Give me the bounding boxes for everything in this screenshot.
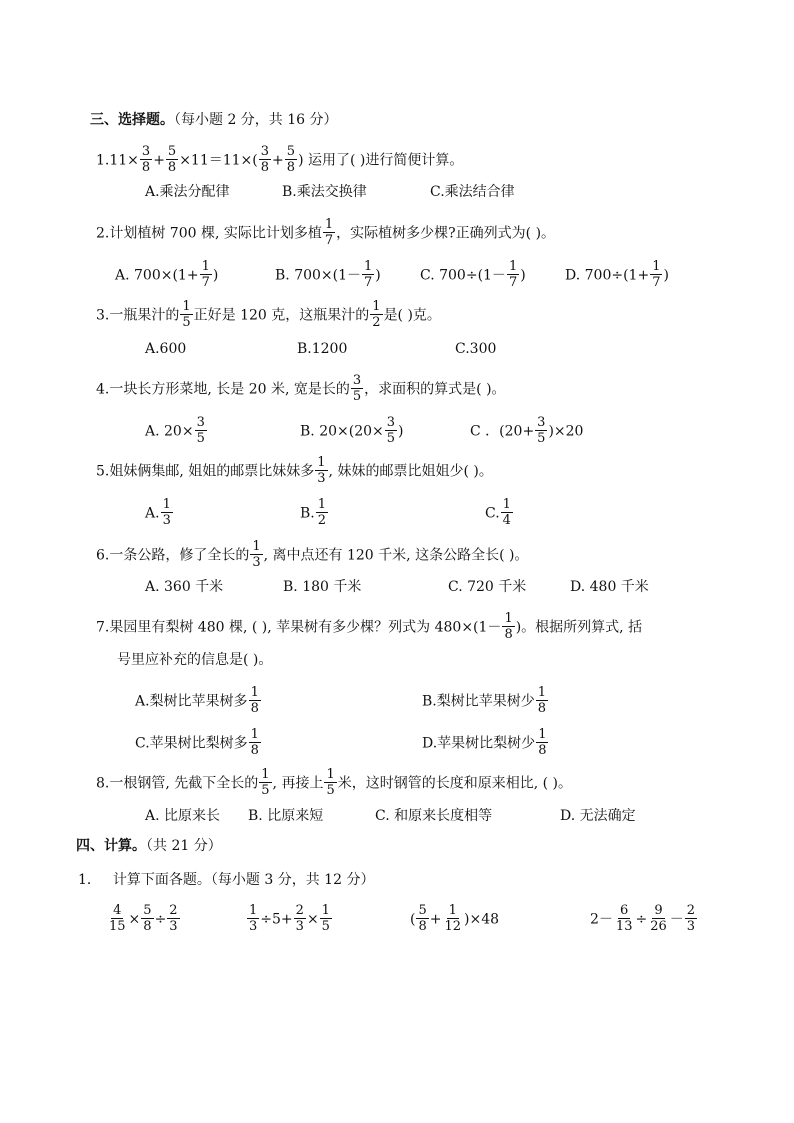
section3-title: 三、选择题。 <box>90 112 174 128</box>
denominator: 7 <box>508 275 518 290</box>
section4-title: 四、计算。 <box>76 838 146 854</box>
q5-option-c[interactable] <box>485 498 514 529</box>
fraction <box>385 415 397 446</box>
option-text: B. 700×(1－ <box>275 267 362 284</box>
operator: ( <box>410 911 416 928</box>
fraction <box>259 144 271 175</box>
numerator: 3 <box>196 415 205 430</box>
denominator: 7 <box>652 275 661 290</box>
q8-option-a[interactable]: A. 比原来长 <box>145 808 221 824</box>
fraction <box>247 903 259 934</box>
option-text: C. 700÷(1－ <box>420 267 506 284</box>
q1-number: 1． <box>78 872 101 888</box>
q2-option-b[interactable] <box>275 260 381 291</box>
option-text: ) <box>375 267 381 284</box>
fraction <box>614 903 635 934</box>
denominator: 4 <box>502 513 511 528</box>
q7-text: 7.果园里有梨树 480 棵, ( ), 苹果树有多少棵？列式为 480×(1－ <box>96 619 502 636</box>
option-text: )×20 <box>548 423 584 440</box>
fraction <box>370 299 382 330</box>
denominator: 7 <box>364 275 373 290</box>
section4-heading <box>76 836 222 856</box>
q4-option-c[interactable] <box>470 416 583 447</box>
q1-option-a[interactable]: A.乘法分配律 <box>145 184 230 200</box>
numerator: 4 <box>113 903 122 918</box>
q1-expr-part: + <box>153 152 165 169</box>
q1-number: 1. <box>96 152 110 169</box>
option-text: A. <box>145 505 160 522</box>
option-text: C.苹果树比梨树多 <box>135 735 248 752</box>
q7-line2: 号里应补充的信息是( )。 <box>117 652 273 668</box>
denominator: 8 <box>167 160 177 175</box>
denominator: 7 <box>201 275 210 290</box>
denominator: 8 <box>538 743 547 758</box>
calc-expression-4 <box>590 904 698 935</box>
section4-note: （共 21 分） <box>146 838 222 854</box>
q2-option-a[interactable] <box>115 260 218 291</box>
option-text: ) <box>663 267 669 284</box>
denominator: 26 <box>650 919 667 934</box>
fraction <box>536 727 548 758</box>
q4-option-b[interactable] <box>300 416 404 447</box>
operator: × <box>306 911 319 928</box>
fraction <box>166 144 178 175</box>
q6-option-d[interactable]: D. 480 千米 <box>570 579 649 595</box>
fraction <box>323 217 335 248</box>
denominator: 8 <box>418 919 427 934</box>
q6-tail: , 离中点还有 120 千米, 这条公路全长( )。 <box>263 547 529 564</box>
q4-text: 4.一块长方形菜地, 长是 20 米, 宽是长的 <box>96 381 350 398</box>
fraction <box>362 259 374 290</box>
fraction <box>685 903 697 934</box>
denominator: 8 <box>141 160 151 175</box>
operator: 2－ <box>590 911 613 928</box>
section3-heading <box>90 110 338 130</box>
q4-tail: ，求面积的算式是( )。 <box>364 381 506 398</box>
section3-note: （每小题 2 分，共 16 分） <box>174 112 338 128</box>
denominator: 8 <box>143 919 152 934</box>
denominator: 2 <box>372 315 381 330</box>
fraction <box>141 903 153 934</box>
numerator: 1 <box>502 497 511 512</box>
denominator: 8 <box>250 701 259 716</box>
numerator: 5 <box>167 144 177 159</box>
fraction <box>507 259 519 290</box>
q1-instruction: 计算下面各题。（每小题 3 分，共 12 分） <box>112 872 375 888</box>
numerator: 3 <box>386 415 396 430</box>
fraction <box>107 903 128 934</box>
q3-option-a[interactable]: A.600 <box>145 341 187 357</box>
q7-option-b[interactable] <box>422 686 549 717</box>
question-1 <box>96 145 463 176</box>
numerator: 5 <box>143 903 152 918</box>
numerator: 1 <box>162 497 171 512</box>
option-text: D.苹果树比梨树少 <box>422 735 536 752</box>
numerator: 5 <box>418 903 427 918</box>
operator: × <box>128 911 141 928</box>
q3-text: 正好是 120 克，这瓶果汁的 <box>193 307 370 324</box>
question-2 <box>96 218 555 249</box>
operator: ÷5+ <box>260 911 293 928</box>
numerator: 1 <box>249 903 258 918</box>
denominator: 5 <box>352 389 362 404</box>
denominator: 7 <box>324 233 334 248</box>
numerator: 1 <box>372 299 381 314</box>
denominator: 13 <box>615 919 633 934</box>
denominator: 3 <box>162 513 171 528</box>
q3-text: 3.一瓶果汁的 <box>96 307 180 324</box>
numerator: 1 <box>448 903 457 918</box>
operator: ÷ <box>635 911 648 928</box>
option-text: C. <box>485 505 500 522</box>
option-text: C ．(20+ <box>470 423 535 440</box>
q5-option-b[interactable] <box>300 498 329 529</box>
fraction <box>324 767 336 798</box>
denominator: 3 <box>686 919 696 934</box>
numerator: 1 <box>321 903 330 918</box>
q5-text: 5.姐妹俩集邮, 姐姐的邮票比妹妹多 <box>96 463 315 480</box>
q1-option-b[interactable]: B.乘法交换律 <box>282 184 367 200</box>
numerator: 1 <box>250 727 259 742</box>
q3-tail: 是( )克。 <box>383 307 441 324</box>
q6-option-b[interactable]: B. 180 千米 <box>283 579 362 595</box>
numerator: 1 <box>250 685 259 700</box>
section4-q1 <box>78 870 374 890</box>
numerator: 1 <box>317 497 327 512</box>
numerator: 2 <box>686 903 696 918</box>
option-text: B.梨树比苹果树少 <box>422 693 535 710</box>
fraction <box>259 767 271 798</box>
q7-option-d[interactable] <box>422 728 549 759</box>
option-text: B. <box>300 505 315 522</box>
denominator: 8 <box>250 743 259 758</box>
numerator: 1 <box>261 767 270 782</box>
option-text: A.梨树比苹果树多 <box>135 693 248 710</box>
denominator: 3 <box>249 919 258 934</box>
numerator: 3 <box>260 144 270 159</box>
denominator: 8 <box>537 701 547 716</box>
numerator: 1 <box>324 217 334 232</box>
fraction <box>200 259 212 290</box>
q6-option-c[interactable]: C. 720 千米 <box>448 579 527 595</box>
calc-expression-2 <box>246 904 333 935</box>
denominator: 8 <box>286 160 296 175</box>
q8-tail: 米，这时钢管的长度和原来相比, ( )。 <box>337 775 573 792</box>
fraction <box>316 497 328 528</box>
q7-option-c[interactable] <box>135 728 262 759</box>
numerator: 5 <box>286 144 296 159</box>
denominator: 5 <box>182 315 191 330</box>
denominator: 3 <box>169 919 178 934</box>
option-text: ) <box>520 267 526 284</box>
q6-text: 6.一条公路，修了全长的 <box>96 547 250 564</box>
fraction <box>351 373 363 404</box>
numerator: 1 <box>537 685 547 700</box>
q5-option-a[interactable] <box>145 498 174 529</box>
q1-option-c[interactable]: C.乘法结合律 <box>430 184 515 200</box>
fraction <box>416 903 428 934</box>
option-text: ) <box>212 267 219 284</box>
numerator: 1 <box>201 259 210 274</box>
q8-option-d[interactable]: D. 无法确定 <box>560 808 636 824</box>
denominator: 12 <box>444 919 462 934</box>
q2-option-d[interactable] <box>565 260 669 291</box>
fraction <box>502 611 514 642</box>
fraction <box>650 259 662 290</box>
q2-text: 2.计划植树 700 棵, 实际比计划多植 <box>96 225 322 242</box>
option-text: D. 700÷(1+ <box>565 267 650 284</box>
denominator: 8 <box>504 627 513 642</box>
operator: )×48 <box>464 911 500 928</box>
denominator: 5 <box>386 431 396 446</box>
denominator: 8 <box>260 160 270 175</box>
operator: + <box>429 911 442 928</box>
calc-expression-3 <box>410 904 499 935</box>
numerator: 1 <box>182 299 191 314</box>
numerator: 1 <box>508 259 518 274</box>
denominator: 3 <box>317 471 326 486</box>
option-text: A. 700×(1+ <box>115 267 199 284</box>
q4-option-a[interactable] <box>145 416 208 447</box>
numerator: 1 <box>538 727 547 742</box>
q1-expr-part: + <box>272 152 284 169</box>
fraction <box>161 497 173 528</box>
option-text: B. 20×(20× <box>300 423 384 440</box>
numerator: 2 <box>169 903 178 918</box>
q8-text: , 再接上 <box>272 775 324 792</box>
option-text: A. 20× <box>145 423 194 440</box>
question-8 <box>96 768 572 799</box>
fraction <box>536 685 548 716</box>
q1-tail: ) 运用了( )进行简便计算。 <box>298 152 464 169</box>
question-7 <box>96 612 642 643</box>
numerator: 1 <box>504 611 513 626</box>
q6-option-a[interactable]: A. 360 千米 <box>145 579 224 595</box>
fraction <box>501 497 513 528</box>
fraction <box>249 727 261 758</box>
denominator: 15 <box>109 919 126 934</box>
fraction <box>320 903 332 934</box>
numerator: 1 <box>252 539 261 554</box>
calc-expression-1 <box>106 904 181 935</box>
fraction <box>250 539 262 570</box>
denominator: 2 <box>317 513 327 528</box>
operator: ÷ <box>154 911 167 928</box>
q5-tail: , 妹妹的邮票比姐姐少( )。 <box>328 463 493 480</box>
numerator: 3 <box>537 415 546 430</box>
q3-option-c[interactable]: C.300 <box>455 341 497 357</box>
fraction <box>285 144 297 175</box>
numerator: 2 <box>295 903 304 918</box>
fraction <box>180 299 192 330</box>
denominator: 3 <box>252 555 261 570</box>
question-6 <box>96 540 528 571</box>
q7-option-a[interactable] <box>135 686 262 717</box>
denominator: 5 <box>326 783 335 798</box>
q1-expr-part: ×11＝11×( <box>179 152 258 169</box>
numerator: 1 <box>652 259 661 274</box>
denominator: 5 <box>261 783 270 798</box>
option-text: ) <box>398 423 404 440</box>
fraction <box>140 144 152 175</box>
denominator: 3 <box>295 919 304 934</box>
denominator: 5 <box>196 431 205 446</box>
q1-expr-part: 11× <box>109 152 139 169</box>
question-4 <box>96 374 506 405</box>
fraction <box>315 455 327 486</box>
fraction <box>167 903 179 934</box>
denominator: 5 <box>537 431 546 446</box>
fraction <box>195 415 207 446</box>
numerator: 9 <box>654 903 663 918</box>
numerator: 6 <box>620 903 629 918</box>
denominator: 5 <box>321 919 330 934</box>
numerator: 1 <box>364 259 373 274</box>
q8-option-b[interactable]: B. 比原来短 <box>248 808 324 824</box>
fraction <box>442 903 463 934</box>
numerator: 3 <box>141 144 151 159</box>
question-3 <box>96 300 441 331</box>
q7-tail: )。根据所列算式, 括 <box>515 619 643 636</box>
q2-tail: ，实际植树多少棵?正确列式为( )。 <box>336 225 556 242</box>
numerator: 3 <box>352 373 362 388</box>
fraction <box>249 685 261 716</box>
q2-option-c[interactable] <box>420 260 526 291</box>
question-5 <box>96 456 493 487</box>
fraction <box>535 415 547 446</box>
fraction <box>294 903 306 934</box>
q8-text: 8.一根钢管, 先截下全长的 <box>96 775 259 792</box>
q8-option-c[interactable]: C. 和原来长度相等 <box>375 808 493 824</box>
operator: － <box>669 911 684 928</box>
numerator: 1 <box>326 767 335 782</box>
q3-option-b[interactable]: B.1200 <box>297 341 348 357</box>
numerator: 1 <box>317 455 326 470</box>
fraction <box>648 903 669 934</box>
